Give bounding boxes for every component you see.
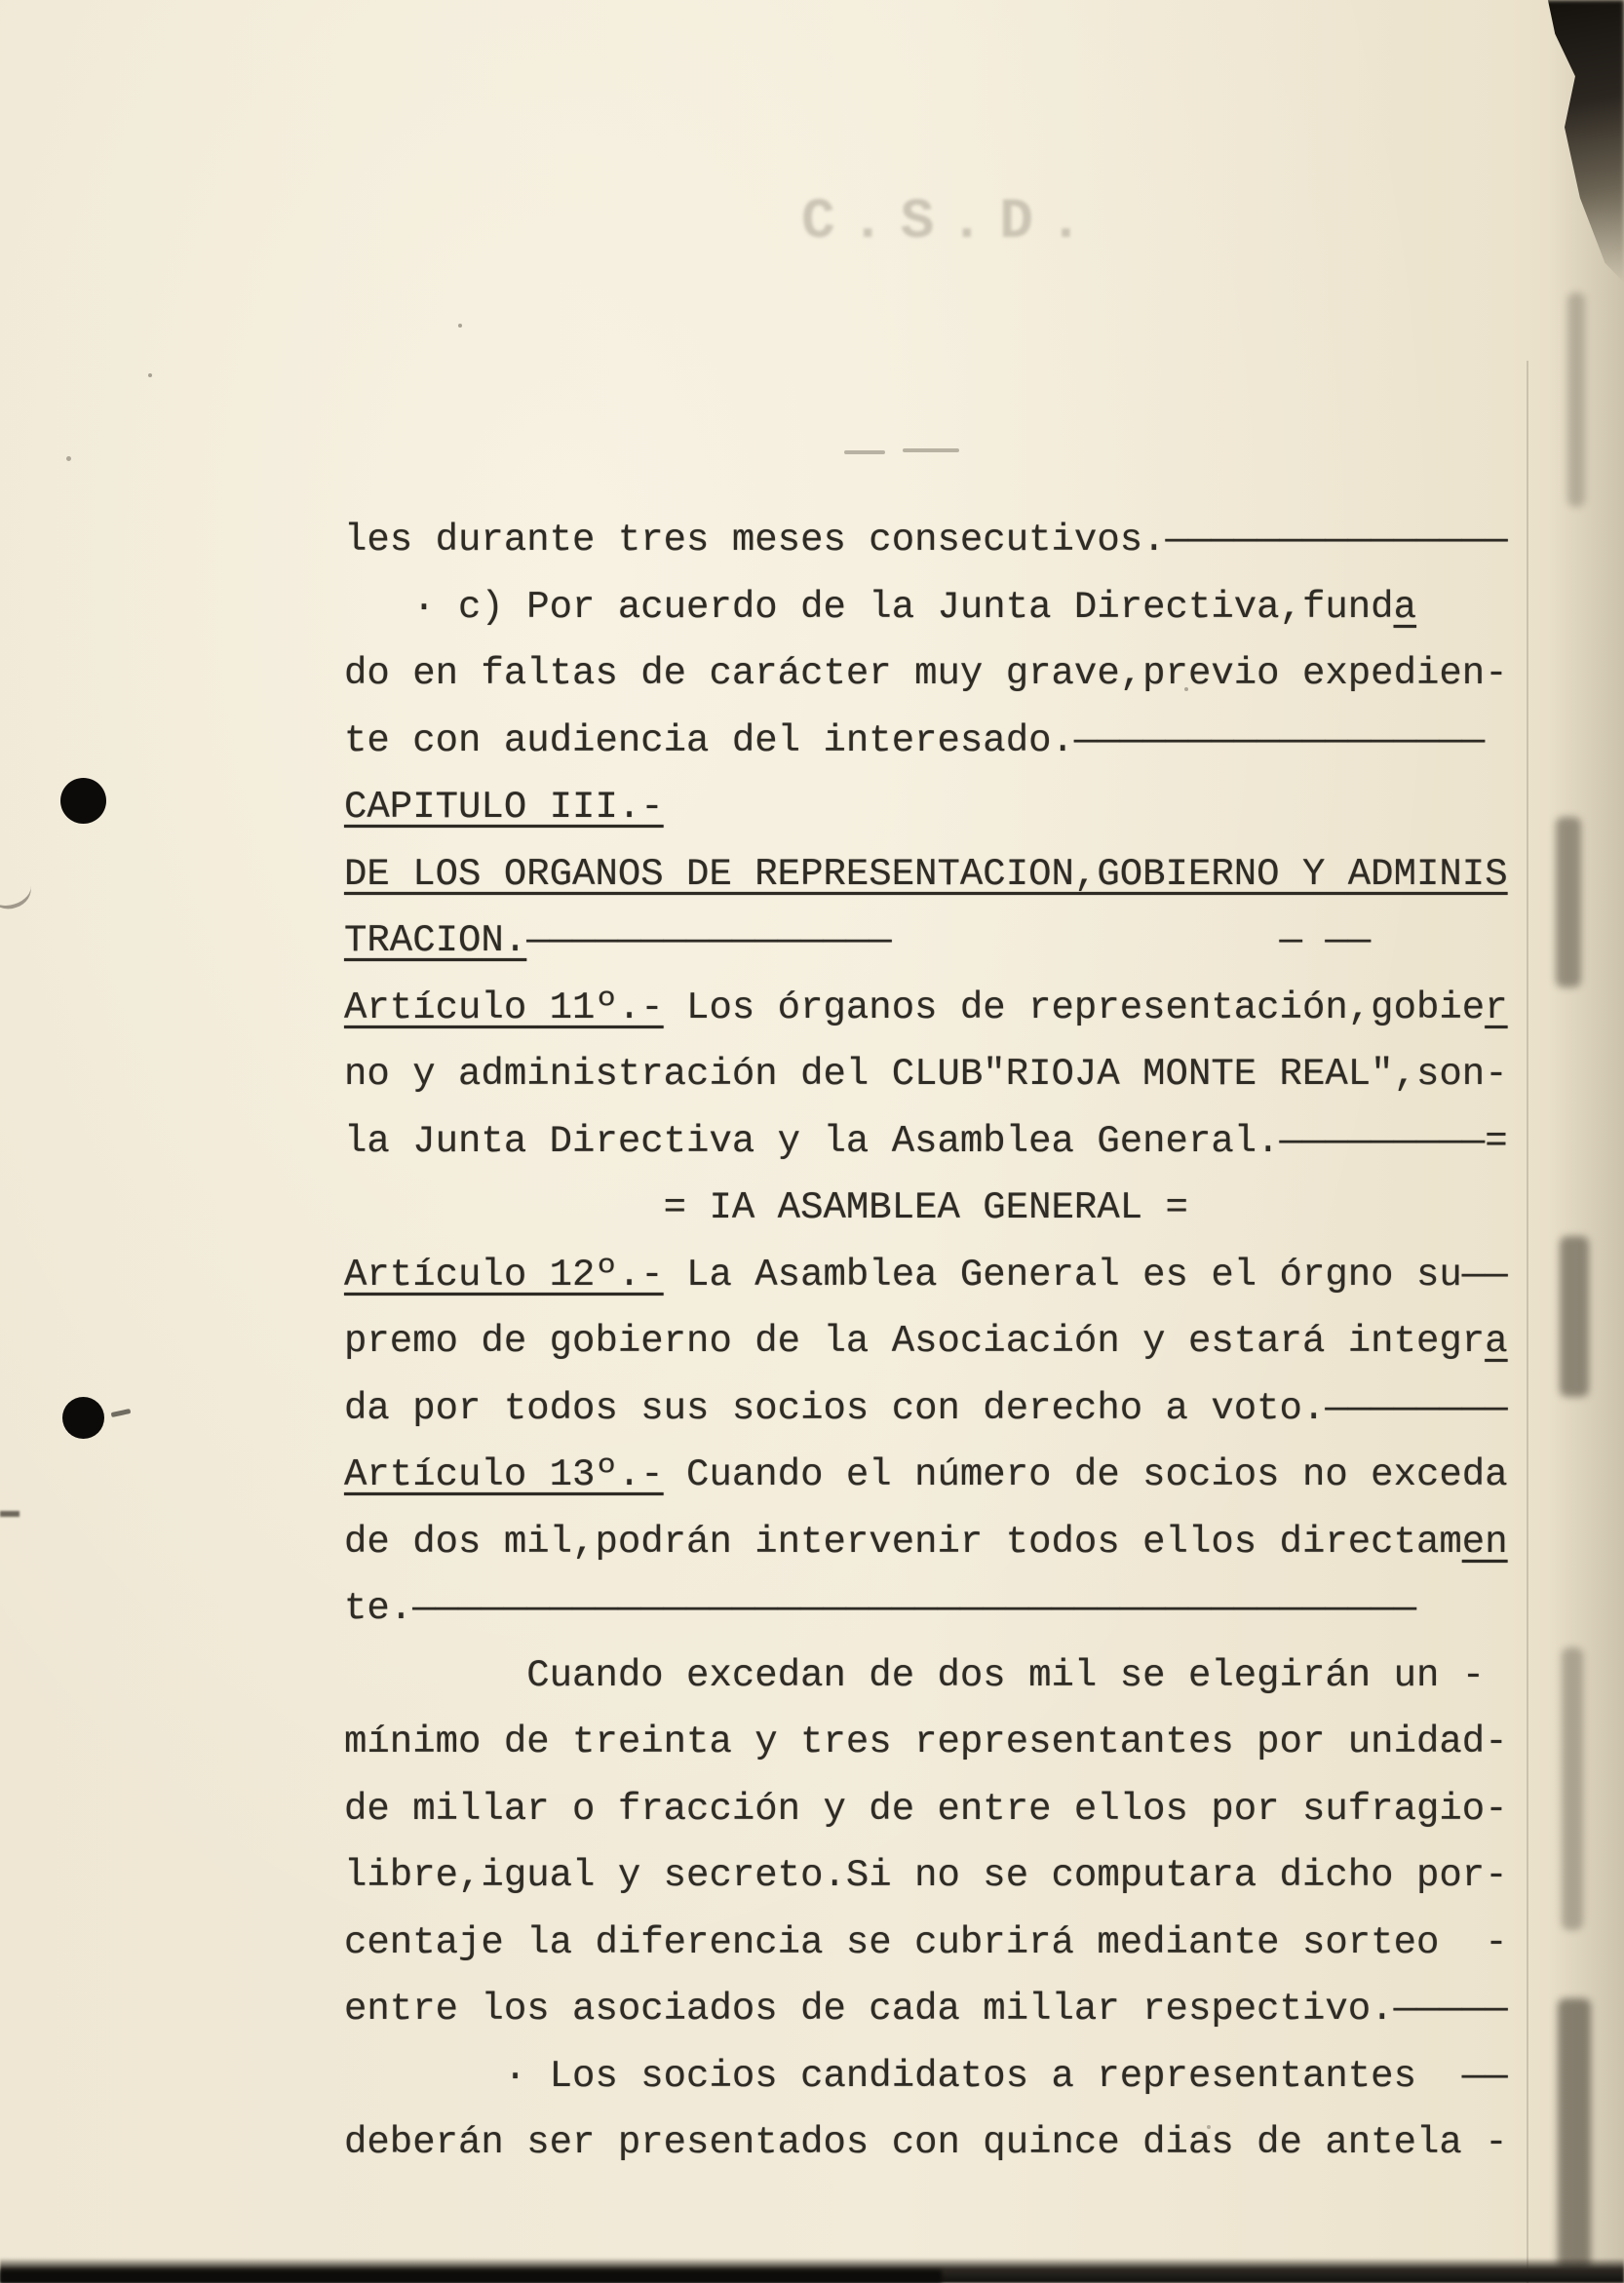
text-line: la Junta Directiva y la Asamblea General.—————————=	[344, 1119, 1508, 1163]
text-line: deberán ser presentados con quince dias de antela -	[344, 2121, 1508, 2164]
scan-smudge	[1556, 817, 1581, 987]
scan-smudge	[1562, 1647, 1583, 1930]
document-text	[344, 507, 1508, 2177]
page-crease-line	[1527, 361, 1528, 2283]
text-line: te con audiencia del interesado.——————————————————	[344, 718, 1486, 762]
paper-speck	[458, 324, 462, 328]
text-line: no y administración del CLUB"RIOJA MONTE REAL",son-	[344, 1053, 1508, 1096]
text-line: centaje la diferencia se cubrirá mediante sorteo -	[344, 1920, 1508, 1964]
text-line: de millar o fracción y de entre ellos por sufragio-	[344, 1787, 1508, 1831]
text-line: les durante tres meses consecutivos.———————————————	[344, 519, 1508, 561]
stamp-csd: C.S.D.	[801, 191, 1099, 254]
text-line: TRACION.———————————————— — ——	[344, 919, 1372, 962]
scan-artifact-top-right	[1505, 0, 1624, 283]
text-line: Artículo 12º.- La Asamblea General es el órgno su——	[344, 1253, 1508, 1296]
text-line: Artículo 13º.- Cuando el número de socios no exceda	[344, 1453, 1508, 1496]
right-edge-shadow	[1548, 0, 1624, 2283]
text-line: te.————————————————————————————————————————————	[344, 1587, 1416, 1630]
text-line: libre,igual y secreto.Si no se computara dicho por-	[344, 1854, 1508, 1897]
text-line: da por todos sus socios con derecho a voto.————————	[344, 1386, 1508, 1430]
left-edge-tear	[0, 1511, 19, 1517]
text-line: do en faltas de carácter muy grave,previo expedien-	[344, 652, 1508, 695]
scan-smudge	[1558, 1998, 1591, 2271]
hole-punch-bottom	[62, 1397, 104, 1439]
text-line: = IA ASAMBLEA GENERAL =	[344, 1186, 1188, 1229]
text-line: Artículo 11º.- Los órganos de representación,gobier	[344, 986, 1508, 1029]
paper-speck	[1184, 687, 1188, 691]
hole-punch-top	[60, 778, 106, 824]
text-line: premo de gobierno de la Asociación y estará integra	[344, 1320, 1508, 1363]
paper-speck	[1207, 2125, 1211, 2129]
scan-smudge	[1560, 1236, 1589, 1397]
scan-artifact-bottom-edge-dark	[0, 2270, 942, 2283]
text-line: entre los asociados de cada millar respectivo.—————	[344, 1988, 1508, 2031]
faint-dash-mark	[903, 448, 959, 452]
pen-mark	[111, 1409, 132, 1417]
text-line: de dos mil,podrán intervenir todos ellos directamen	[344, 1520, 1508, 1564]
paper-speck	[66, 456, 71, 461]
text-line: mínimo de treinta y tres representantes por unidad-	[344, 1721, 1508, 1763]
text-line: DE LOS ORGANOS DE REPRESENTACION,GOBIERNO Y ADMINIS	[344, 852, 1508, 896]
scan-artifact-bottom-edge	[0, 2258, 1624, 2283]
text-line: · c) Por acuerdo de la Junta Directiva,funda	[344, 585, 1416, 629]
faint-dash-mark	[844, 450, 885, 454]
text-line: Cuando excedan de dos mil se elegirán un -	[344, 1653, 1486, 1697]
paper-speck	[148, 373, 152, 377]
pen-arc-mark	[0, 870, 35, 913]
text-line: · Los socios candidatos a representantes ——	[344, 2054, 1508, 2098]
scan-smudge	[1567, 292, 1585, 507]
text-line: CAPITULO III.-	[344, 786, 664, 829]
